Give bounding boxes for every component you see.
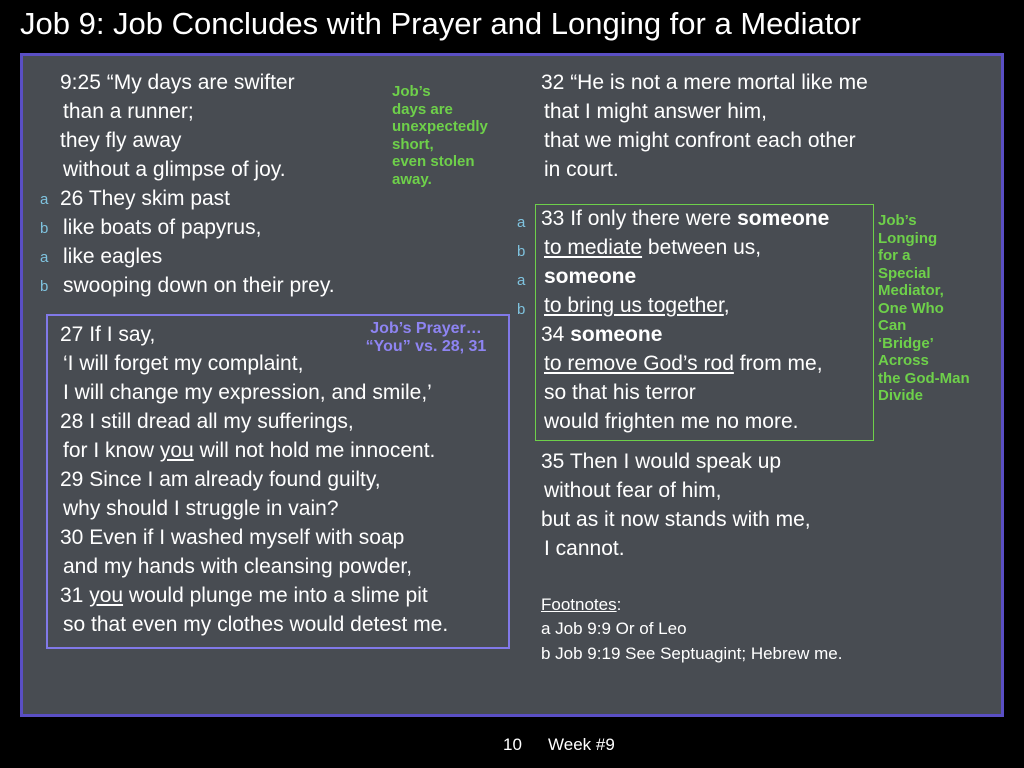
verse-32-line-2: that I might answer him,: [544, 100, 767, 123]
verse-27-line-1: 27 If I say,: [60, 323, 156, 346]
footnote-marker: a: [40, 249, 49, 266]
footnotes-heading: Footnotes:: [541, 595, 622, 614]
verse-29-line-1: 29 Since I am already found guilty,: [60, 468, 381, 491]
verse-29-line-2: why should I struggle in vain?: [63, 497, 339, 520]
verse-26-line-4: swooping down on their prey.: [63, 274, 335, 297]
footnote-marker: b: [40, 220, 49, 237]
note-days-short: Job’s days are unexpectedly short, even stolen away.: [392, 83, 488, 188]
verse-35-line-3: but as it now stands with me,: [541, 508, 811, 531]
footnote-marker: b: [517, 243, 526, 260]
verse-27-line-2: ‘I will forget my complaint,: [63, 352, 304, 375]
verse-25-line-3: they fly away: [60, 129, 182, 152]
footnote-marker: a: [40, 191, 49, 208]
footnote-b: b Job 9:19 See Septuagint; Hebrew me.: [541, 644, 843, 663]
verse-32-line-3: that we might confront each other: [544, 129, 856, 152]
verse-26-line-3: like eagles: [63, 245, 163, 268]
verse-34-line-3: so that his terror: [544, 381, 696, 404]
verse-34-line-2: to remove God’s rod from me,: [544, 352, 823, 375]
verse-31-line-2: so that even my clothes would detest me.: [63, 613, 449, 636]
note-longing-mediator: Job’s Longing for a Special Mediator, One Who Can ‘Bridge’ Across the God-Man Divide: [878, 212, 970, 404]
footnote-marker: b: [40, 278, 49, 295]
verse-33-line-4: to bring us together,: [544, 294, 730, 317]
verse-32-line-4: in court.: [544, 158, 619, 181]
footnote-marker: b: [517, 301, 526, 318]
verse-34-line-4: would frighten me no more.: [544, 410, 799, 433]
verse-32-line-1: 32 “He is not a mere mortal like me: [541, 71, 868, 94]
footnote-marker: a: [517, 272, 526, 289]
verse-25-line-1: 9:25 “My days are swifter: [60, 71, 295, 94]
week-label: Week #9: [548, 735, 615, 754]
verse-33-line-1: 33 If only there were someone: [541, 207, 830, 230]
note-prayer: Job’s Prayer… “You” vs. 28, 31: [365, 320, 487, 355]
verse-35-line-1: 35 Then I would speak up: [541, 450, 782, 473]
verse-30-line-1: 30 Even if I washed myself with soap: [60, 526, 405, 549]
verse-28-line-1: 28 I still dread all my sufferings,: [60, 410, 354, 433]
page-number: 10: [503, 735, 522, 754]
verse-27-line-3: I will change my expression, and smile,’: [63, 381, 432, 404]
verse-30-line-2: and my hands with cleansing powder,: [63, 555, 413, 578]
slide-title: Job 9: Job Concludes with Prayer and Longing for a Mediator: [20, 6, 861, 41]
verse-33-line-3: someone: [544, 265, 637, 288]
verse-35-line-2: without fear of him,: [544, 479, 722, 502]
verse-25-line-4: without a glimpse of joy.: [63, 158, 286, 181]
verse-26-line-1: 26 They skim past: [60, 187, 231, 210]
footnote-a: a Job 9:9 Or of Leo: [541, 619, 687, 638]
verse-26-line-2: like boats of papyrus,: [63, 216, 262, 239]
verse-25-line-2: than a runner;: [63, 100, 194, 123]
verse-28-line-2: for I know you will not hold me innocent.: [63, 439, 436, 462]
verse-35-line-4: I cannot.: [544, 537, 625, 560]
verse-31-line-1: 31 you would plunge me into a slime pit: [60, 584, 428, 607]
verse-34-line-1: 34 someone: [541, 323, 663, 346]
verse-33-line-2: to mediate between us,: [544, 236, 762, 259]
footnote-marker: a: [517, 214, 526, 231]
